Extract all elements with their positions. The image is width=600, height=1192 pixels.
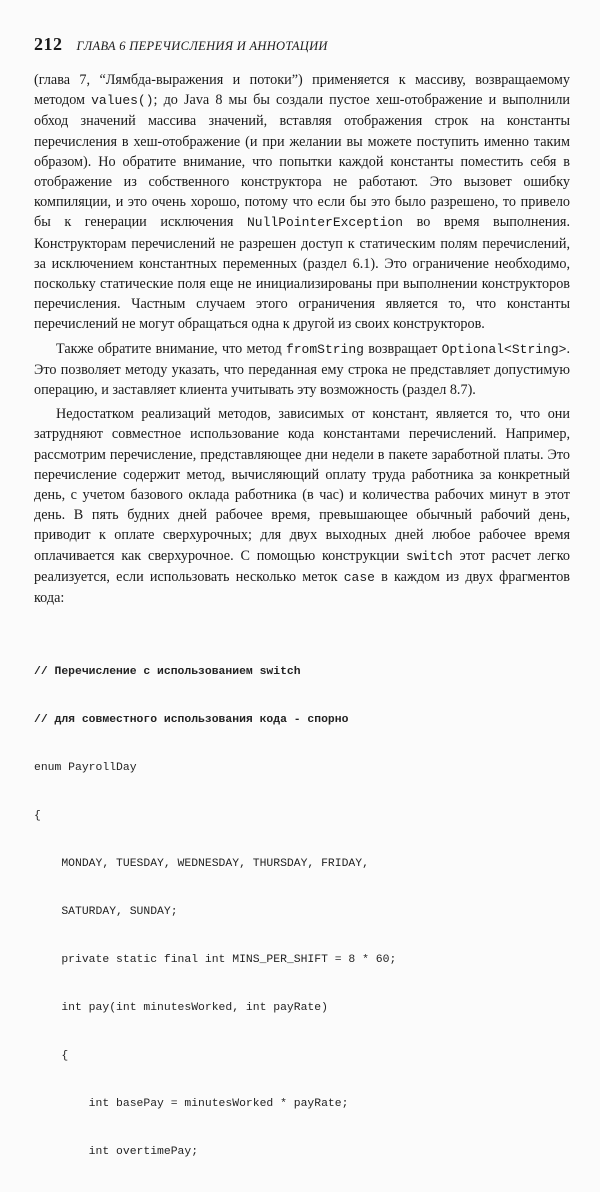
code-line: // Перечисление с использованием switch [34, 666, 301, 678]
running-head: ГЛАВА 6 ПЕРЕЧИСЛЕНИЯ И АННОТАЦИИ [76, 39, 328, 53]
code-line: { [34, 810, 41, 822]
body-text [34, 70, 570, 608]
p3-code-2: case [343, 569, 375, 585]
p3-text-3: в каждом из двух фрагментов кода: [34, 568, 571, 607]
page-header [34, 34, 570, 52]
p3-text-2: этот расчет легко реализуется, если использовать несколько меток [34, 547, 570, 585]
code-line: // для совместного использования кода - спорно [34, 714, 349, 726]
p3-text-1: Недостатком реализаций методов, зависимых от констант, является то, что они затрудняют совместное использование кода константами перечислений. Например, рассмотрим перечисление, представляющее дни недели в пакете заработной платы. Это перечисление содержит метод, вычисляющий оплату труда работника за конкретный день, с учетом базового оклада работника (в час) и количества рабочих минут в этот день. В пять будних дней рабочее время, превышающее обычный рабочий день, приводит к оплате сверхурочных; для двух выходных дней любое рабочее время оплачивается как сверхурочное. С помощью конструкции [34, 406, 570, 564]
code-line: int basePay = minutesWorked * payRate; [34, 1098, 349, 1110]
paragraph-3 [34, 404, 570, 608]
code-line: private static final int MINS_PER_SHIFT = 8 * 60; [34, 954, 397, 966]
p2-code-2: Optional<String> [441, 341, 567, 357]
code-line: MONDAY, TUESDAY, WEDNESDAY, THURSDAY, FRIDAY, [34, 858, 369, 870]
p1-text-2: ; до Java 8 мы бы создали пустое хеш-отображение и выполнили обход значений массива значений, вставляя отображения строк на константы перечисления в хеш-отображение (и при желании вы можете поступить именно таким образом). Но обратите внимание, что попытки каждой константы поместить себя в отображение из собственного конструктора не работают. Это вызовет ошибку компиляции, и это очень хорошо, потому что если бы это было разрешено, то привело бы к генерации исключения [34, 92, 570, 231]
p3-code-1: switch [406, 548, 453, 564]
page-number: 212 [34, 34, 63, 54]
p2-code-1: fromString [285, 341, 364, 357]
code-line: enum PayrollDay [34, 762, 137, 774]
paragraph-1 [34, 70, 570, 335]
p2-text-3: . Это позволяет методу указать, что переданная ему строка не представляет допустимую операцию, и заставляет клиента учитывать эту возможность (раздел 8.7). [34, 340, 570, 399]
code-listing [34, 632, 580, 1192]
code-line: SATURDAY, SUNDAY; [34, 906, 178, 918]
p1-text-3: во время выполнения. Конструкторам перечислений не разрешен доступ к статическим полям перечислений, за исключением константных переменных (раздел 6.1). Это ограничение необходимо, поскольку статические поля еще не инициализированы при выполнении конструкторов перечисления. Частным случаем этого ограничения является то, что константы перечислений не могут обращаться одна к другой из своих конструкторов. [34, 214, 570, 333]
paragraph-2 [34, 339, 570, 401]
p2-text-2: возвращает [363, 340, 442, 357]
p1-code-1: values() [91, 93, 154, 109]
code-line: int pay(int minutesWorked, int payRate) [34, 1002, 328, 1014]
code-line: int overtimePay; [34, 1146, 199, 1158]
code-line: { [34, 1050, 69, 1062]
p1-text-1: (глава 7, “Лямбда-выражения и потоки”) применяется к массиву, возвращаемому методом [34, 72, 570, 109]
p2-text-1: Также обратите внимание, что метод [56, 340, 286, 357]
p1-code-2: NullPointerException [247, 215, 404, 231]
